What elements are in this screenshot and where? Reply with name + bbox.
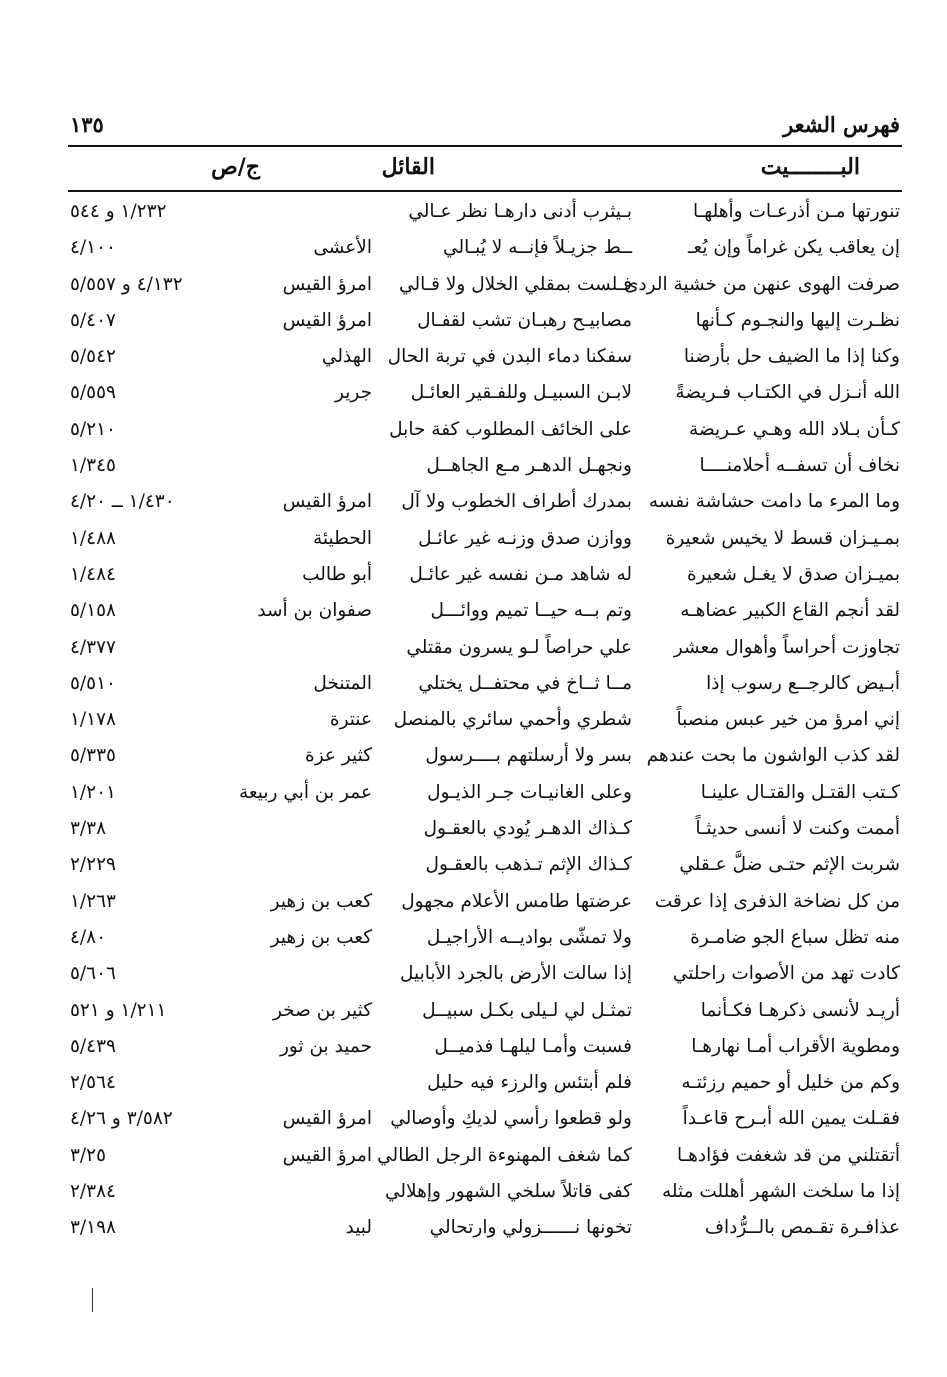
verse-first-hemistich: كـأن بـلاد الله وهـي عـريضة xyxy=(689,418,900,440)
verse-second-hemistich: ــط جزيـلاً فإنــه لا يُبـالي xyxy=(443,237,632,259)
volume-page-reference xyxy=(70,346,212,367)
table-row xyxy=(70,269,900,305)
volume-page-reference xyxy=(70,1181,212,1202)
verse-second-hemistich: ونجهـل الدهـر مـع الجاهــل xyxy=(426,455,632,477)
column-headers xyxy=(70,150,900,186)
reference-column-header: ج/ص xyxy=(211,154,260,180)
verse-first-hemistich: وكم من خليل أو حميم رزئتـه xyxy=(681,1072,900,1094)
table-row xyxy=(70,849,900,885)
volume-page-reference xyxy=(70,1036,212,1057)
volume-page-reference xyxy=(70,891,212,912)
reference-text: ٥/٤٣٩ xyxy=(70,1035,116,1057)
reference-text: ١/١٧٨ xyxy=(70,709,116,731)
reference-text: ١/٤٨٨ xyxy=(70,527,116,549)
reference-text: ١/٢٣٢ و ٥٤٤ xyxy=(70,201,167,222)
table-row xyxy=(70,486,900,522)
table-row xyxy=(70,196,900,232)
verse-second-hemistich: كـذاك الدهـر يُودي بالعقـول xyxy=(423,818,632,840)
volume-page-reference xyxy=(70,528,212,549)
verse-second-hemistich: وعلى الغانيـات جـر الذيـول xyxy=(427,781,632,803)
verse-first-hemistich: لقد أنجم القاع الكبير عضاهـه xyxy=(680,600,900,622)
verse-second-hemistich: لابـن السبيـل وللفـقير العائـل xyxy=(410,382,632,404)
reference-text: ٥/١٥٨ xyxy=(70,600,116,622)
header-rule xyxy=(68,190,902,192)
verse-first-hemistich: لقد كذب الواشون ما بحت عندهم xyxy=(646,745,900,767)
reference-text: ٤/١٣٢ و ٥/٥٥٧ xyxy=(70,273,183,295)
table-row xyxy=(70,668,900,704)
reference-text: ٣/٢٥ xyxy=(70,1144,107,1166)
poet-name: صفوان بن أسد xyxy=(257,600,372,622)
reference-text: ٤/٣٧٧ xyxy=(70,636,116,658)
verse-first-hemistich: إني امرؤ من خير عبس منصباً xyxy=(676,709,900,731)
verse-second-hemistich: تمثـل لي لـيلى بكـل سبيــل xyxy=(422,999,632,1021)
table-row xyxy=(70,632,900,668)
table-row xyxy=(70,1031,900,1067)
verse-second-hemistich: كفى قاتلاً سلخي الشهور وإهلالي xyxy=(385,1181,632,1203)
verse-first-hemistich: أبـيض كالرجــع رسوب إذا xyxy=(706,672,900,694)
verse-first-hemistich: عذافـرة تقـمص بالــرُّداف xyxy=(704,1217,900,1239)
verse-second-hemistich: بسر ولا أرسلتهم بــــرسول xyxy=(425,745,632,767)
verse-second-hemistich: سفكنا دماء البدن في تربة الحال xyxy=(387,346,632,368)
poet-column-header: القائل xyxy=(381,154,435,180)
verse-first-hemistich: كـتب القتـل والقتـال علينـا xyxy=(700,781,900,803)
table-row xyxy=(70,704,900,740)
poet-name: كعب بن زهير xyxy=(270,926,372,948)
reference-text: ٥/٥٤٢ xyxy=(70,346,116,368)
poet-name: لبيد xyxy=(345,1217,372,1239)
page-number: ١٣٥ xyxy=(70,112,104,137)
reference-text: ٢/٣٨٤ xyxy=(70,1181,116,1203)
poet-name: عمر بن أبي ربيعة xyxy=(238,781,372,803)
verse-second-hemistich: علي حراصاً لـو يسرون مقتلي xyxy=(406,636,632,658)
verse-second-hemistich: إذا سالت الأرض بالجرد الأبابيل xyxy=(400,963,632,985)
verse-second-hemistich: بـيثرب أدنى دارهـا نظر عـالي xyxy=(408,201,632,222)
top-rule xyxy=(68,145,902,147)
poet-name: امرؤ القيس xyxy=(282,491,372,513)
table-row xyxy=(70,450,900,486)
verse-first-hemistich: ومطوية الأقراب أمـا نهارهـا xyxy=(691,1035,900,1057)
reference-text: ٥/٦٠٦ xyxy=(70,963,116,985)
table-row xyxy=(70,995,900,1031)
poet-name: امرؤ القيس xyxy=(282,1144,372,1166)
volume-page-reference xyxy=(70,818,212,839)
volume-page-reference xyxy=(70,854,212,875)
volume-page-reference xyxy=(70,310,212,331)
verse-second-hemistich: على الخائف المطلوب كفة حابل xyxy=(389,418,632,440)
table-row xyxy=(70,1140,900,1176)
verse-first-hemistich: الله أنـزل في الكتـاب فـريضةً xyxy=(675,382,900,404)
verse-first-hemistich: تنورتها مـن أذرعـات وأهلهـا xyxy=(693,201,900,222)
reference-text: ٣/١٩٨ xyxy=(70,1217,116,1239)
poet-name: امرؤ القيس xyxy=(282,273,372,295)
table-row xyxy=(70,414,900,450)
verse-first-hemistich: نظـرت إليها والنجـوم كـأنها xyxy=(695,309,900,331)
poet-name: كثير عزة xyxy=(305,745,372,767)
poet-name: أبو طالب xyxy=(302,563,372,585)
table-row xyxy=(70,595,900,631)
running-head xyxy=(70,112,900,142)
verse-column-header: البــــــــيت xyxy=(760,154,860,180)
poet-name: الهذلي xyxy=(321,346,372,368)
verse-second-hemistich: كـذاك الإثم تـذهب بالعقـول xyxy=(425,854,632,876)
volume-page-reference xyxy=(70,382,212,403)
poet-name: المتنخل xyxy=(313,672,372,694)
verse-first-hemistich: بميـزان صدق لا يغـل شعيرة xyxy=(686,563,900,585)
volume-page-reference xyxy=(70,963,212,984)
verse-second-hemistich: بمدرك أطراف الخطوب ولا آل xyxy=(401,491,632,513)
verse-second-hemistich: ووازن صدق وزنـه غير عائـل xyxy=(418,527,632,549)
table-row xyxy=(70,886,900,922)
verse-second-hemistich: عرضتها طامس الأعلام مجهول xyxy=(401,890,632,912)
verse-second-hemistich: ولو قطعوا رأسي لديكِ وأوصالي xyxy=(390,1108,632,1130)
reference-text: ٢/٢٢٩ xyxy=(70,854,116,876)
verse-index-table xyxy=(70,196,900,1249)
poet-name: عنترة xyxy=(329,709,372,731)
volume-page-reference xyxy=(70,491,212,512)
table-row xyxy=(70,813,900,849)
verse-second-hemistich: ولا تمشّى بواديــه الأراجيـل xyxy=(426,926,632,948)
table-row xyxy=(70,341,900,377)
poet-name: كعب بن زهير xyxy=(270,890,372,912)
volume-page-reference xyxy=(70,782,212,803)
verse-second-hemistich: مــا ثــاخ في محتفــل يختلي xyxy=(418,672,632,694)
volume-page-reference xyxy=(70,201,212,222)
volume-page-reference xyxy=(70,237,212,258)
verse-second-hemistich: مصابيـح رهبـان تشب لقفـال xyxy=(417,309,632,331)
volume-page-reference xyxy=(70,745,212,766)
table-row xyxy=(70,958,900,994)
verse-first-hemistich: إذا ما سلخت الشهر أهللت مثله xyxy=(661,1181,900,1203)
verse-second-hemistich: وتم بــه حيــا تميم ووائـــل xyxy=(430,600,632,622)
table-row xyxy=(70,1103,900,1139)
poet-name: جرير xyxy=(335,382,372,404)
verse-first-hemistich: تجاوزت أحراساً وأهوال معشر xyxy=(673,636,900,658)
table-row xyxy=(70,232,900,268)
table-row xyxy=(70,777,900,813)
verse-first-hemistich: شربت الإثم حتـى ضلَّ عـقلي xyxy=(679,854,900,876)
volume-page-reference xyxy=(70,709,212,730)
verse-first-hemistich: كادت تهد من الأصوات راحلتي xyxy=(672,963,900,985)
verse-first-hemistich: بمـيـزان قسط لا يخيس شعيرة xyxy=(665,527,900,549)
reference-text: ٥/٢١٠ xyxy=(70,418,116,440)
verse-first-hemistich: من كل نضاخة الذفرى إذا عرقت xyxy=(654,890,900,912)
volume-page-reference xyxy=(70,1217,212,1238)
table-row xyxy=(70,1176,900,1212)
verse-second-hemistich: فلم أبتئس والرزء فيه حليل xyxy=(427,1072,632,1094)
reference-text: ١/٣٤٥ xyxy=(70,455,116,477)
table-row xyxy=(70,740,900,776)
verse-first-hemistich: وما المرء ما دامت حشاشة نفسه xyxy=(648,491,900,513)
volume-page-reference xyxy=(70,600,212,621)
reference-text: ١/٤٨٤ xyxy=(70,563,116,585)
reference-text: ١/٤٣٠ ــ ٤/٢٠ xyxy=(70,491,175,513)
verse-first-hemistich: أريـد لأنسى ذكرهـا فكـأنما xyxy=(700,999,900,1021)
volume-page-reference xyxy=(70,274,212,295)
table-row xyxy=(70,1212,900,1248)
poet-name: حميد بن ثور xyxy=(279,1035,372,1057)
volume-page-reference xyxy=(70,1145,212,1166)
margin-mark xyxy=(92,1288,93,1312)
verse-first-hemistich: نخاف أن تسفــه أحلامنــــا xyxy=(699,455,900,477)
volume-page-reference xyxy=(70,419,212,440)
volume-page-reference xyxy=(70,1072,212,1093)
reference-text: ١/٢٠١ xyxy=(70,781,116,803)
reference-text: ١/٢١١ و ٥٢١ xyxy=(70,999,167,1021)
reference-text: ٥/٥٥٩ xyxy=(70,382,116,404)
verse-first-hemistich: فقـلت يمين الله أبـرح قاعـداً xyxy=(682,1108,900,1130)
table-row xyxy=(70,305,900,341)
volume-page-reference xyxy=(70,673,212,694)
volume-page-reference xyxy=(70,927,212,948)
reference-text: ٤/١٠٠ xyxy=(70,237,116,259)
reference-text: ٢/٥٦٤ xyxy=(70,1072,116,1094)
verse-second-hemistich: كما شغف المهنوءة الرجل الطالي xyxy=(377,1144,632,1166)
verse-first-hemistich: وكنا إذا ما الضيف حل بأرضنا xyxy=(683,346,900,368)
verse-first-hemistich: صرفت الهوى عنهن من خشية الردى xyxy=(623,273,900,295)
verse-first-hemistich: أتقتلني من قد شغفت فؤادهـا xyxy=(677,1144,900,1166)
volume-page-reference xyxy=(70,1108,212,1129)
verse-second-hemistich: فسبت وأمـا ليلهـا فذميــل xyxy=(434,1035,632,1057)
verse-second-hemistich: فـلست بمقلي الخلال ولا قـالي xyxy=(399,273,632,295)
poet-name: الأعشى xyxy=(313,237,372,259)
volume-page-reference xyxy=(70,564,212,585)
verse-first-hemistich: إن يعاقب يكن غراماً وإن يُعـ xyxy=(687,237,900,259)
verse-second-hemistich: شطري وأحمي سائري بالمنصل xyxy=(393,709,632,731)
reference-text: ٣/٣٨ xyxy=(70,818,107,840)
poet-name: امرؤ القيس xyxy=(282,1108,372,1130)
volume-page-reference xyxy=(70,1000,212,1021)
table-row xyxy=(70,922,900,958)
running-title: فهرس الشعر xyxy=(783,112,900,137)
table-row xyxy=(70,377,900,413)
table-row xyxy=(70,523,900,559)
reference-text: ٣/٥٨٢ و ٤/٢٦ xyxy=(70,1108,173,1130)
volume-page-reference xyxy=(70,637,212,658)
poet-name: الحطيئة xyxy=(313,527,372,549)
volume-page-reference xyxy=(70,455,212,476)
reference-text: ٥/٥١٠ xyxy=(70,672,116,694)
reference-text: ٥/٣٣٥ xyxy=(70,745,116,767)
poet-name: امرؤ القيس xyxy=(282,309,372,331)
verse-first-hemistich: أممت وكنت لا أنسى حديثـاً xyxy=(695,818,900,840)
verse-first-hemistich: منه تظل سباع الجو ضامـرة xyxy=(690,926,900,948)
reference-text: ١/٢٦٣ xyxy=(70,890,116,912)
table-row xyxy=(70,559,900,595)
reference-text: ٤/٨٠ xyxy=(70,926,107,948)
reference-text: ٥/٤٠٧ xyxy=(70,309,116,331)
table-row xyxy=(70,1067,900,1103)
verse-second-hemistich: له شاهد مـن نفسه غير عائـل xyxy=(409,563,632,585)
poet-name: كثير بن صخر xyxy=(272,999,372,1021)
verse-second-hemistich: تخونها نــــــزولي وارتحالي xyxy=(429,1217,632,1239)
